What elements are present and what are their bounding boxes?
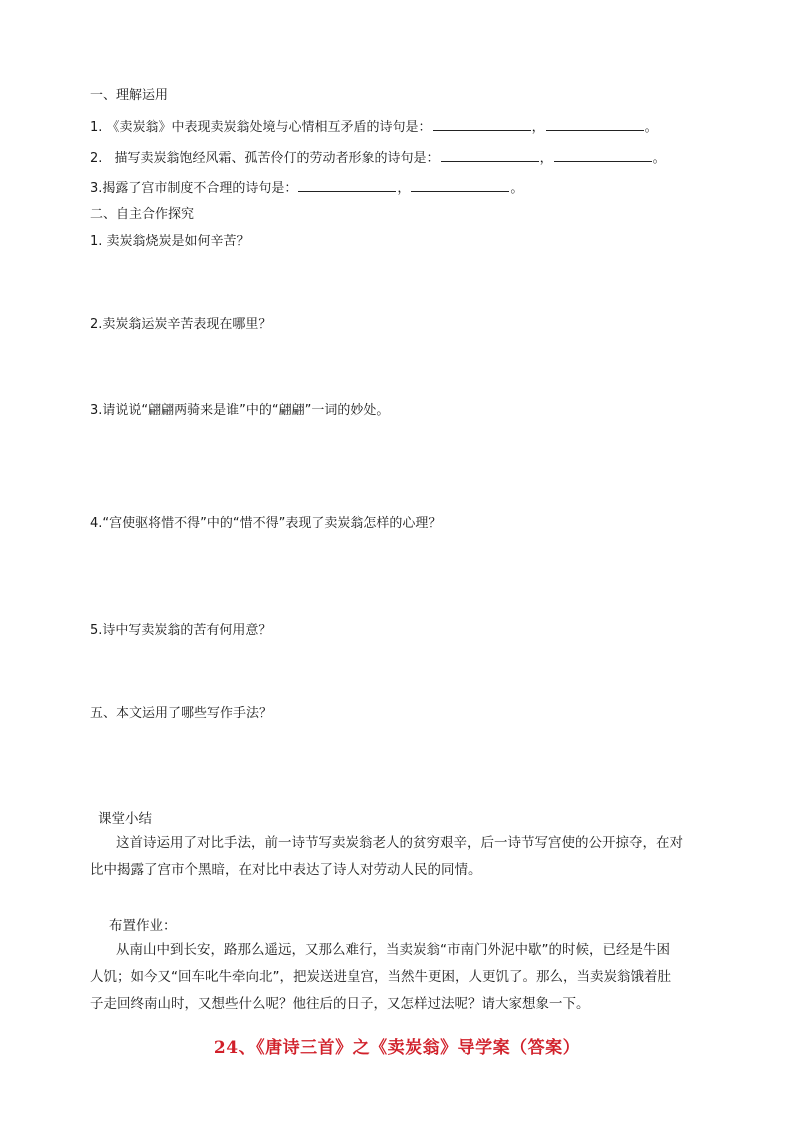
- summary-line: 比中揭露了宫市个黑暗，在对比中表达了诗人对劳动人民的同情。: [90, 862, 482, 878]
- separator: ，: [531, 120, 545, 135]
- homework-line: 人饥；如今又“回车叱牛牵向北”，把炭送进皇宫，当然牛更困，人更饥了。那么，当卖炭翁饿着肚: [90, 969, 671, 985]
- answer-blank[interactable]: [433, 118, 531, 131]
- question-1-2: [90, 147, 666, 166]
- question-2-2: 2.卖炭翁运炭辛苦表现在哪里？: [90, 317, 272, 332]
- question-2-3: 3.请说说“翩翩两骑来是谁”中的“翩翩”一词的妙处。: [90, 403, 390, 418]
- question-1-1: [90, 116, 658, 135]
- question-number: 1.: [90, 120, 103, 135]
- question-2-1: 1. 卖炭翁烧炭是如何辛苦？: [90, 234, 250, 249]
- section-heading-understanding: 一、理解运用: [90, 88, 169, 103]
- period: 。: [652, 151, 666, 166]
- homework-line: 子走回终南山时，又想些什么呢？他往后的日子，又怎样过法呢？请大家想象一下。: [90, 996, 590, 1012]
- answer-section-title: 24、《唐诗三首》之《卖炭翁》导学案（答案）: [213, 1038, 581, 1058]
- answer-blank[interactable]: [546, 118, 644, 131]
- answer-blank[interactable]: [411, 179, 509, 192]
- separator: ，: [397, 181, 411, 196]
- answer-blank[interactable]: [554, 149, 652, 162]
- period: 。: [644, 120, 658, 135]
- question-2-4: 4.“宫使驱将惜不得”中的“惜不得”表现了卖炭翁怎样的心理？: [90, 516, 442, 531]
- section-heading-writing-techniques: 五、本文运用了哪些写作手法？: [90, 706, 273, 721]
- section-heading-cooperative: 二、自主合作探究: [90, 207, 195, 222]
- question-text: 3.揭露了宫市制度不合理的诗句是：: [90, 181, 298, 196]
- question-text: 描写卖炭翁饱经风霜、孤苦伶仃的劳动者形象的诗句是：: [114, 151, 440, 166]
- separator: ，: [539, 151, 553, 166]
- summary-heading: 课堂小结: [98, 811, 152, 827]
- answer-blank[interactable]: [441, 149, 539, 162]
- question-1-3: [90, 177, 523, 196]
- homework-paragraph: [90, 937, 710, 1018]
- summary-paragraph: [90, 830, 710, 884]
- question-text: 《卖炭翁》中表现卖炭翁处境与心情相互矛盾的诗句是：: [106, 120, 432, 135]
- question-number: 2.: [90, 151, 103, 166]
- period: 。: [510, 181, 524, 196]
- answer-blank[interactable]: [298, 179, 396, 192]
- homework-line: 从南山中到长安，路那么遥远，又那么难行，当卖炭翁“市南门外泥中歇”的时候，已经是牛困: [116, 942, 670, 958]
- homework-heading: 布置作业：: [109, 918, 177, 934]
- question-2-5: 5.诗中写卖炭翁的苦有何用意？: [90, 623, 272, 638]
- summary-line: 这首诗运用了对比手法，前一诗节写卖炭翁老人的贫穷艰辛，后一诗节写宫使的公开掠夺，在对: [116, 835, 683, 851]
